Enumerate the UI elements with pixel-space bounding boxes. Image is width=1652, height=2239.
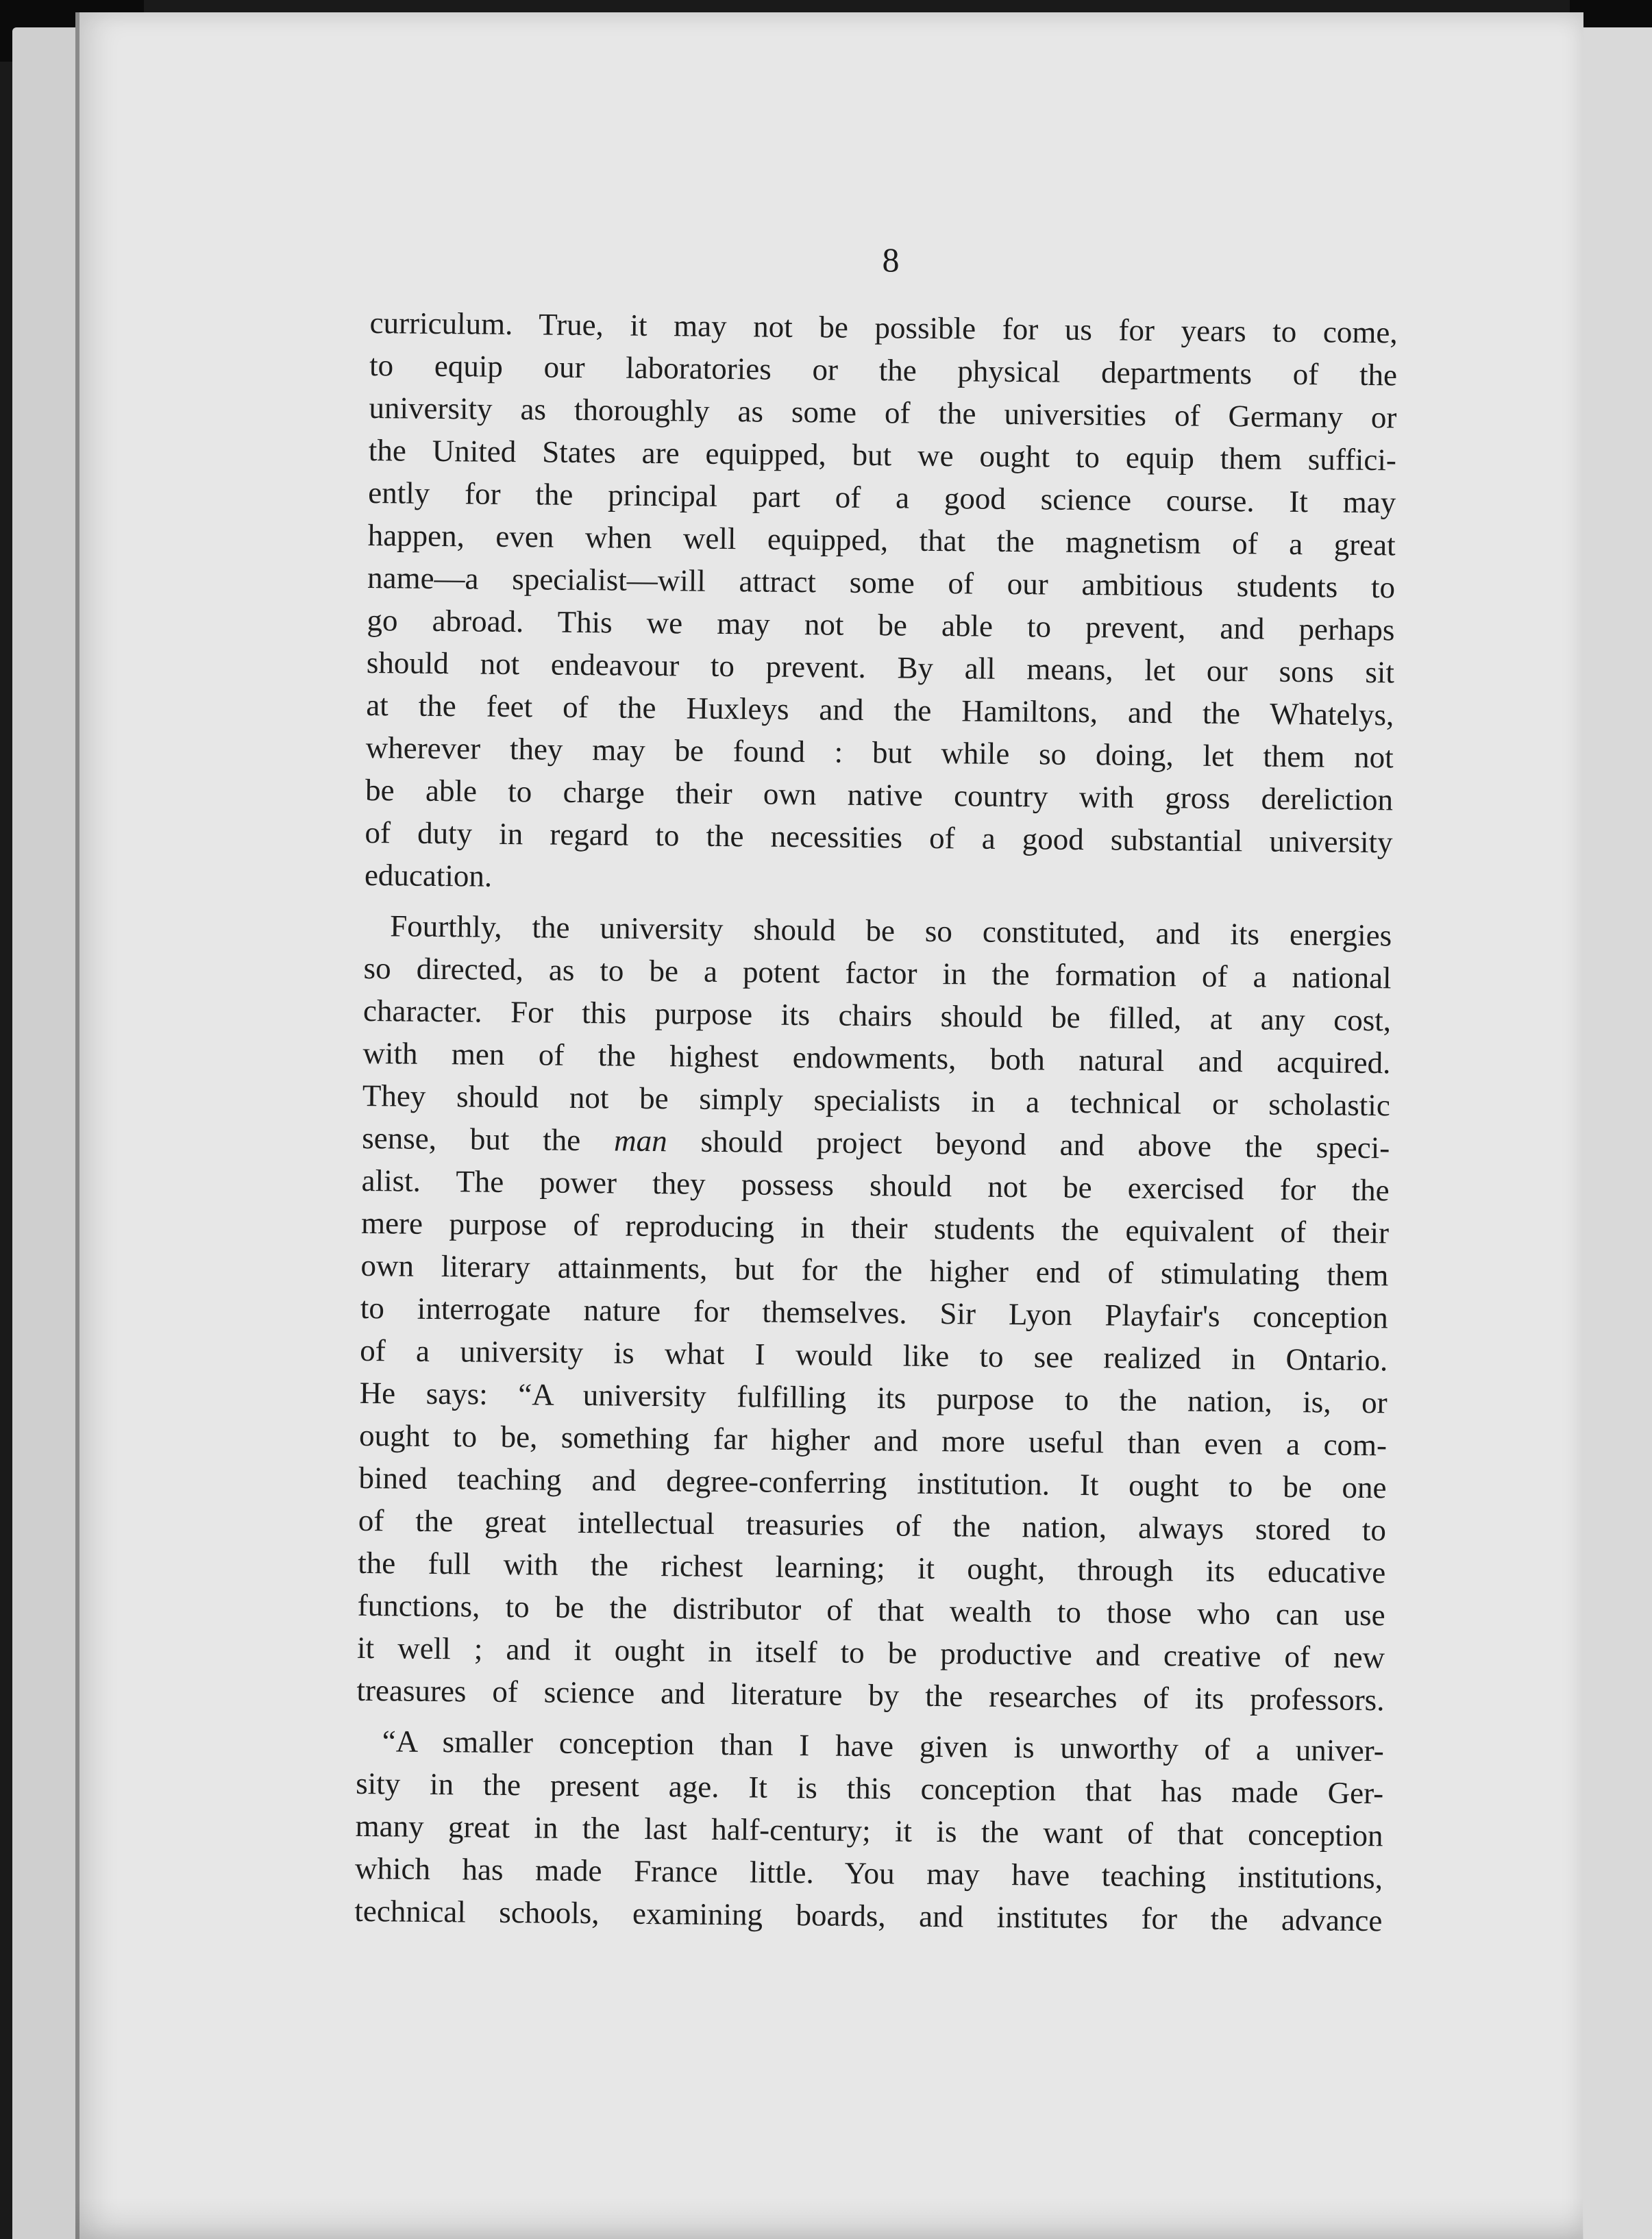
text-line: many great in the last half-century; it is the want of that conception [355,1808,1383,1853]
text-line: technical schools, examining boards, and institutes for the advance [354,1893,1383,1938]
text-line: go abroad. This we may not be able to prevent, and perhaps [367,602,1395,647]
text-line: it well ; and it ought in itself to be productive and creative of new [356,1630,1385,1675]
text-line: “A smaller conception than I have given is unworthy of a univer- [382,1724,1385,1768]
text-line: to interrogate nature for themselves. Sir Lyon Playfair's conception [360,1290,1389,1335]
text-line: happen, even when well equipped, that the magnetism of a great [367,517,1396,562]
text-line: He says: “A university fulfilling its purpose to the nation, is, or [359,1375,1388,1420]
text-line: curriculum. True, it may not be possible for us for years to come, [369,305,1398,350]
text-line: at the feet of the Huxleys and the Hamiltons, and the Whatelys, [366,687,1394,732]
page-shadow [75,2198,1583,2239]
text-line: mere purpose of reproducing in their students the equivalent of their [360,1205,1390,1250]
text-line: of the great intellectual treasuries of the nation, always stored to [358,1502,1387,1548]
text-line: the full with the richest learning; it ought, through its educative [358,1545,1386,1590]
text-line: the United States are equipped, but we ought to equip them suffici- [368,432,1397,478]
text-line: name—a specialist—will attract some of our ambitious students to [367,560,1396,605]
body-text [354,301,1398,1942]
text-line: functions, to be the distributor of that wealth to those who can use [357,1587,1385,1633]
text-line: to equip our laboratories or the physical departments of the [369,347,1398,393]
text-line: should not endeavour to prevent. By all means, let our sons sit [366,645,1395,690]
text-line: They should not be simply specialists in a technical or scholastic [362,1078,1391,1123]
text-line: so directed, as to be a potent factor in the formation of a national [363,950,1392,995]
text-line: wherever they may be found : but while so doing, let them not [365,730,1394,775]
adjacent-sheet-edge [1580,27,1652,2239]
emphasis: man [613,1123,667,1159]
text-line: own literary attainments, but for the higher end of stimulating them [360,1248,1389,1293]
text-line: character. For this purpose its chairs should be filled, at any cost, [362,993,1392,1038]
page-number: 8 [882,240,900,279]
text-line: education. [364,857,493,893]
text-line: ently for the principal part of a good science course. It may [368,475,1396,520]
text-line: treasures of science and literature by the researches of its professors. [356,1672,1385,1718]
text-line: be able to charge their own native country with gross dereliction [365,772,1394,817]
text-line: sense, but the man should project beyond and above the speci- [362,1120,1390,1165]
text-line: university as thoroughly as some of the universities of Germany or [369,390,1397,435]
text-line: bined teaching and degree-conferring institution. It ought to be one [358,1460,1387,1505]
text-line: of a university is what I would like to see realized in Ontario. [360,1333,1388,1378]
text-line: which has made France little. You may have teaching institutions, [354,1851,1383,1896]
text-line: alist. The power they possess should not be exercised for the [361,1163,1390,1208]
text-line: Fourthly, the university should be so constituted, and its energies [390,908,1392,953]
text-line: with men of the highest endowments, both natural and acquired. [362,1035,1391,1080]
text-line: ought to be, something far higher and more useful than even a com- [358,1418,1388,1463]
text-line: of duty in regard to the necessities of a good substantial university [365,815,1393,860]
text-line: sity in the present age. It is this conception that has made Ger- [355,1766,1384,1811]
